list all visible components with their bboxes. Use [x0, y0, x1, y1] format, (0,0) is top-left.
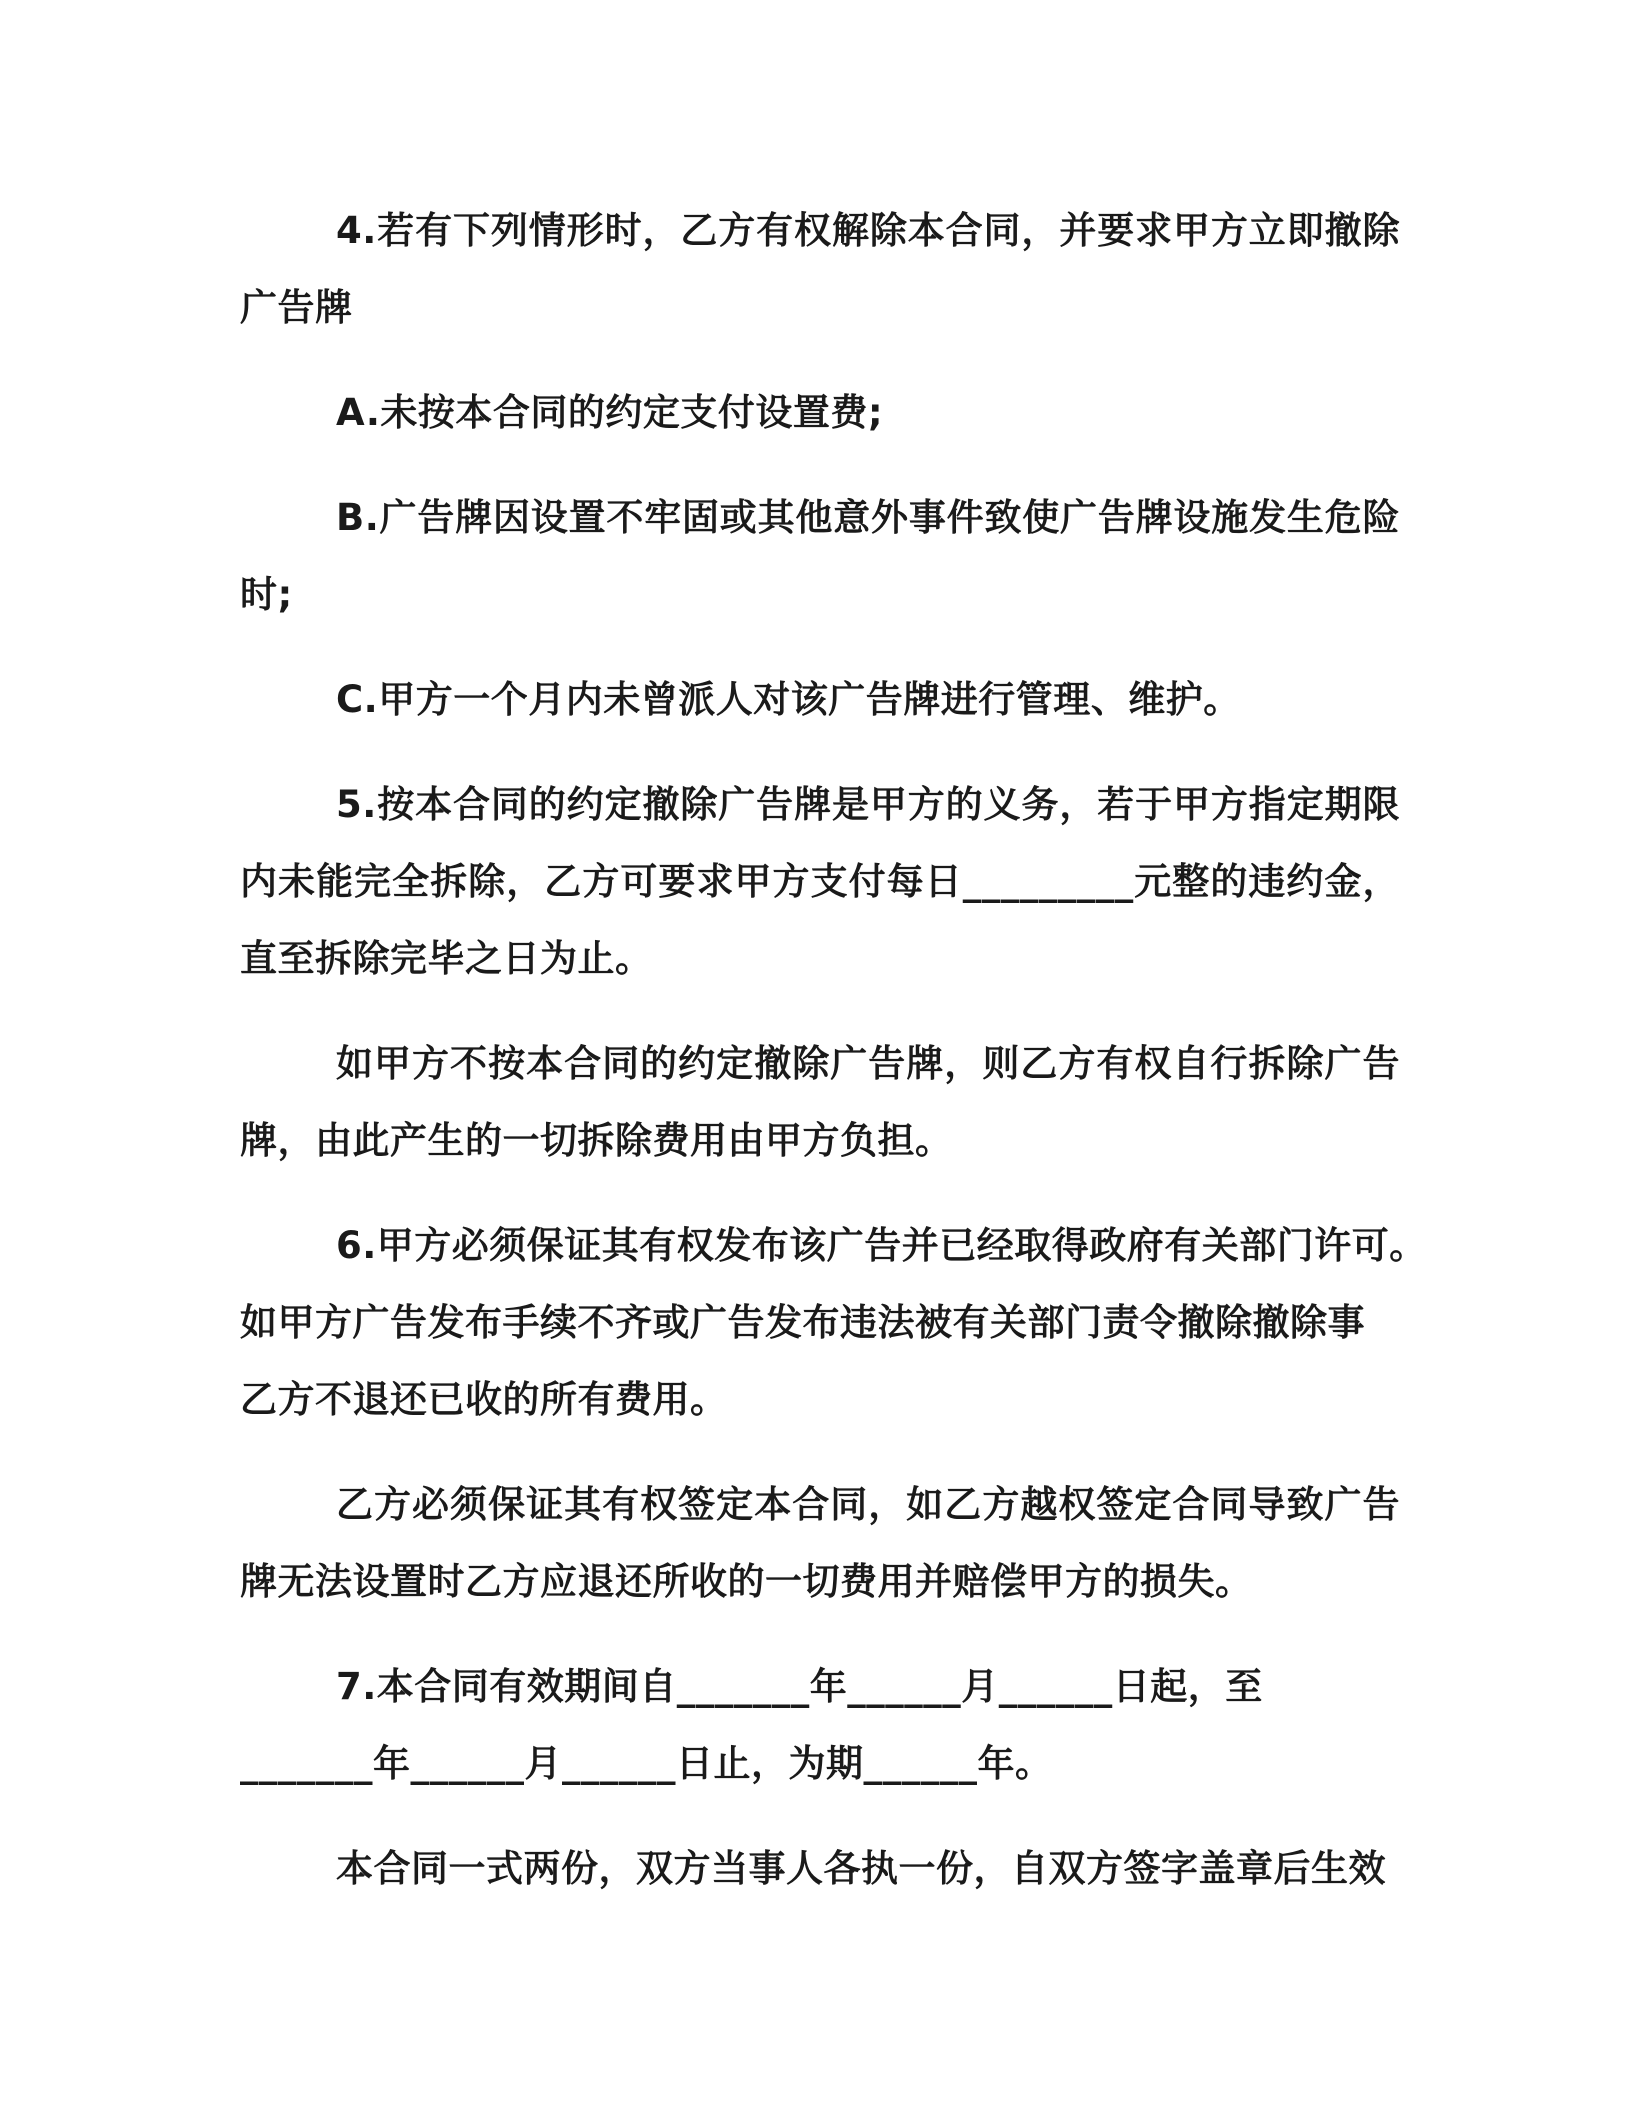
clause-5-paragraph: 5.按本合同的约定撤除广告牌是甲方的义务，若于甲方指定期限内未能完全拆除，乙方可要求甲方支付每日_________元整的违约金，直至拆除完毕之日为止。 [240, 783, 1400, 980]
clause-6-supplement-paragraph: 乙方必须保证其有权签定本合同，如乙方越权签定合同导致广告牌无法设置时乙方应退还所收的一切费用并赔偿甲方的损失。 [240, 1483, 1400, 1603]
clause-6-line-3: 乙方不退还已收的所有费用。 [240, 1378, 728, 1421]
clause-4c-paragraph: C.甲方一个月内未曾派人对该广告牌进行管理、维护。 [336, 678, 1241, 721]
clause-7-line-1: 7.本合同有效期间自_______年______月______日起，至 [336, 1665, 1263, 1708]
clause-5-supplement-paragraph: 如甲方不按本合同的约定撤除广告牌，则乙方有权自行拆除广告牌，由此产生的一切拆除费用由甲方负担。 [240, 1042, 1400, 1162]
clause-6-line-1: 6.甲方必须保证其有权发布该广告并已经取得政府有关部门许可。 [336, 1224, 1427, 1267]
clause-4b-paragraph: B.广告牌因设置不牢固或其他意外事件致使广告牌设施发生危险时; [240, 496, 1400, 616]
clause-7-line-2: _______年______月______日止，为期______年。 [240, 1742, 1053, 1785]
document-body [240, 192, 1427, 1935]
clause-7-paragraph [240, 1648, 1400, 1802]
closing-paragraph: 本合同一式两份，双方当事人各执一份，自双方签字盖章后生效 [336, 1847, 1386, 1890]
clause-4a-paragraph: A.未按本合同的约定支付设置费; [336, 391, 884, 434]
clause-4-paragraph: 4.若有下列情形时，乙方有权解除本合同，并要求甲方立即撤除广告牌 [240, 209, 1400, 329]
clause-6-paragraph [240, 1207, 1427, 1438]
clause-6-line-2: 如甲方广告发布手续不齐或广告发布违法被有关部门责令撤除撤除事 [240, 1301, 1365, 1344]
